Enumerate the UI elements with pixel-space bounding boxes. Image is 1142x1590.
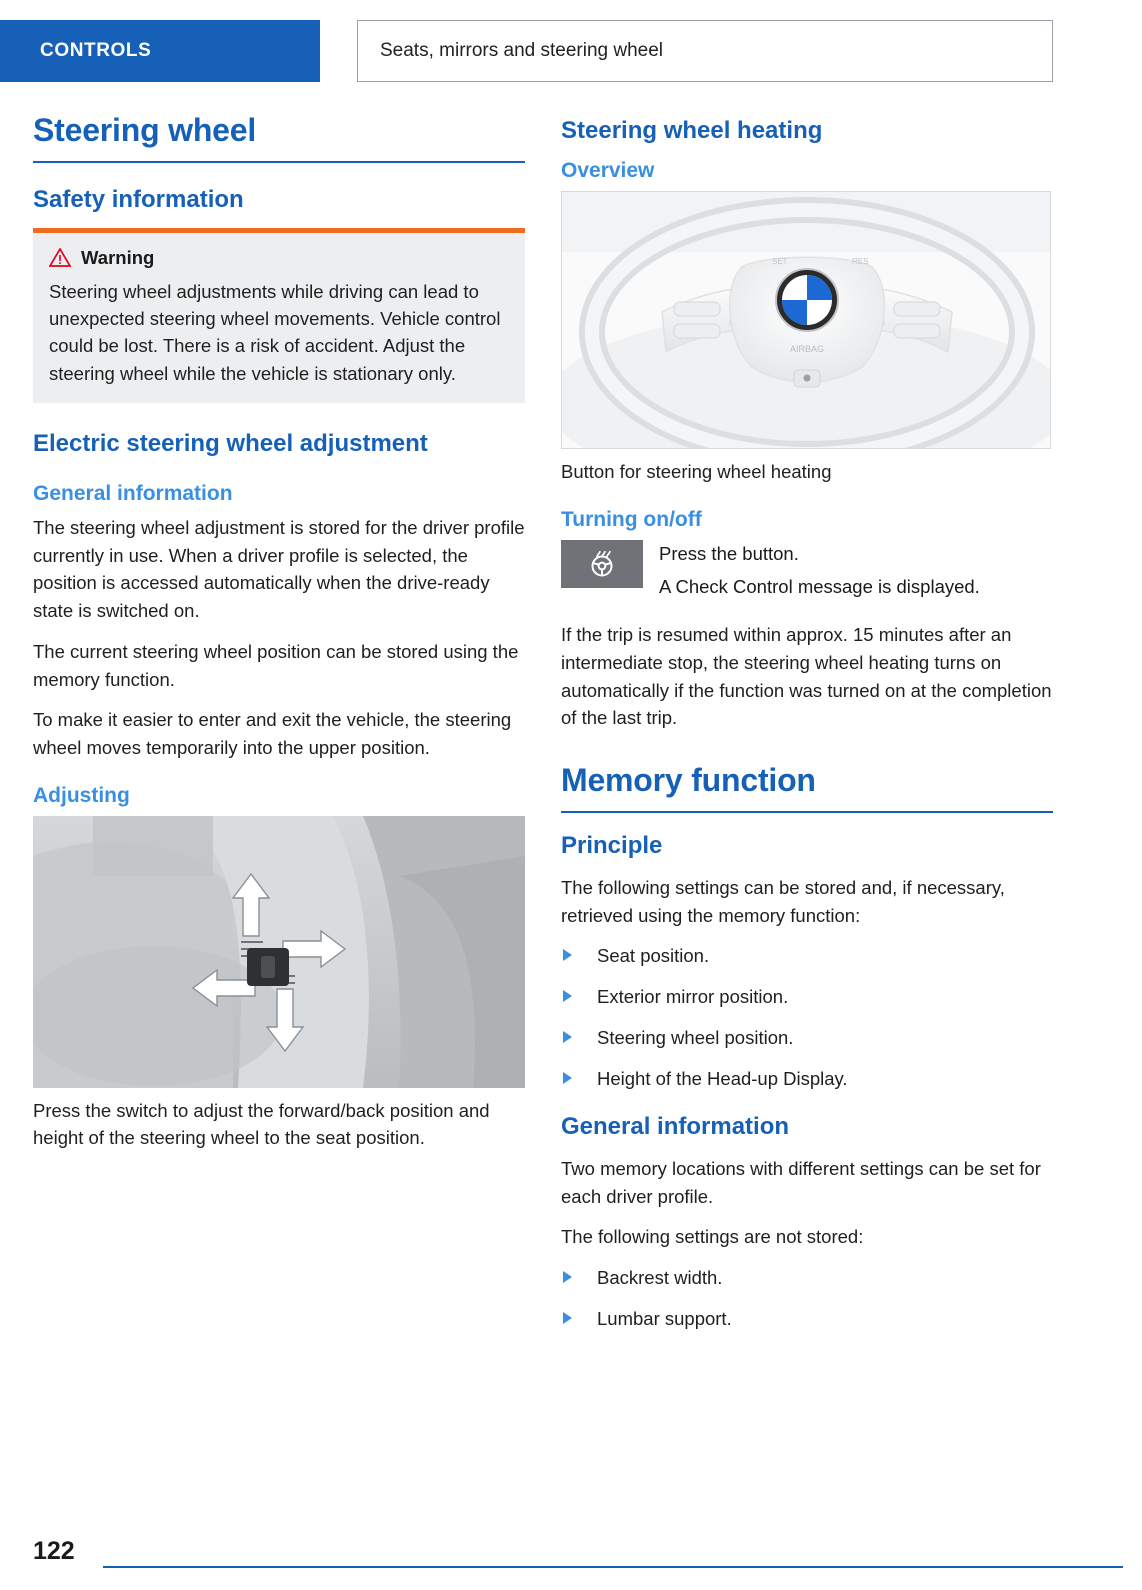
heading-electric-steering-wheel-adjustment: Electric steering wheel adjustment xyxy=(33,430,428,458)
list-item-label: Height of the Head-up Display. xyxy=(597,1067,848,1089)
list-item-label: Backrest width. xyxy=(597,1267,723,1289)
figure-caption-adjusting: Press the switch to adjust the forward/back position and height of the steering wheel to the seat position. xyxy=(33,1099,490,1148)
paragraph-memory-general-1: Two memory locations with different settings can be set for each driver profile. xyxy=(561,1157,1041,1207)
svg-text:SET: SET xyxy=(772,256,788,266)
heading-principle: Principle xyxy=(561,832,663,860)
heading-general-information-left: General information xyxy=(33,481,233,505)
paragraph-electric-2: The current steering wheel position can be stored using the memory function. xyxy=(33,640,519,690)
list-item xyxy=(561,1024,1053,1052)
paragraph-electric-1: The steering wheel adjustment is stored for the driver profile currently in use. When a driver profile is selected, the position is accessed automatically when the drive-ready state is switched on. xyxy=(33,516,525,622)
right-column xyxy=(561,112,1053,1346)
page-number: 122 xyxy=(33,1537,75,1565)
heading-overview: Overview xyxy=(561,158,655,182)
heading-safety-information: Safety information xyxy=(33,186,244,213)
paragraph-heating-resume: If the trip is resumed within approx. 15 minutes after an intermediate stop, the steering wheel heating turns on automatically if the function was turned on at the completion of the last trip. xyxy=(561,624,1052,729)
footer-divider xyxy=(103,1566,1123,1568)
stored-settings-list xyxy=(561,942,1053,1092)
warning-text: Steering wheel adjustments while driving can lead to unexpected steering wheel movements. Vehicle control could be lost. There is a risk of accident. Adjust the steering wheel while the vehicle is stationary only. xyxy=(49,280,501,384)
bullet-triangle-icon xyxy=(563,1271,572,1283)
bullet-triangle-icon xyxy=(563,990,572,1002)
bullet-triangle-icon xyxy=(563,1072,572,1084)
list-item xyxy=(561,942,1053,970)
steering-wheel-heating-icon xyxy=(561,540,643,588)
list-item xyxy=(561,1264,1053,1292)
steering-column-switch-photo xyxy=(33,816,525,1088)
list-item-label: Seat position. xyxy=(597,945,710,967)
heating-button-text xyxy=(659,540,980,608)
warning-title-row xyxy=(49,247,509,269)
list-item-label: Exterior mirror position. xyxy=(597,986,789,1007)
svg-text:AIRBAG: AIRBAG xyxy=(789,343,825,354)
warning-box xyxy=(33,228,525,404)
heating-button-instruction xyxy=(561,540,1053,608)
heading-general-information-right: General information xyxy=(561,1113,790,1141)
left-column xyxy=(33,112,525,1162)
page-footer xyxy=(33,1537,1113,1574)
section-tab-label: CONTROLS xyxy=(40,40,152,61)
not-stored-settings-list xyxy=(561,1264,1053,1333)
warning-label: Warning xyxy=(81,246,155,268)
paragraph-electric-3: To make it easier to enter and exit the vehicle, the steering wheel moves temporarily into the upper position. xyxy=(33,709,512,759)
chapter-title-memory-function: Memory function xyxy=(561,762,1053,813)
figure-adjusting xyxy=(33,816,525,1152)
list-item xyxy=(561,983,1053,1011)
heading-adjusting: Adjusting xyxy=(33,783,130,807)
figure-overview xyxy=(561,191,1053,486)
paragraph-principle: The following settings can be stored and, if necessary, retrieved using the memory function: xyxy=(561,876,1005,926)
bullet-triangle-icon xyxy=(563,949,572,961)
heading-turning-on-off: Turning on/off xyxy=(561,507,702,531)
list-item xyxy=(561,1305,1053,1333)
paragraph-memory-general-2: The following settings are not stored: xyxy=(561,1226,864,1248)
heading-steering-wheel-heating: Steering wheel heating xyxy=(561,117,823,144)
list-item-label: Lumbar support. xyxy=(597,1307,732,1329)
steering-wheel-photo xyxy=(561,191,1051,449)
section-tab-controls xyxy=(0,20,320,82)
list-item-label: Steering wheel position. xyxy=(597,1026,794,1048)
svg-text:RES: RES xyxy=(852,256,869,266)
warning-triangle-icon xyxy=(49,248,71,267)
bullet-triangle-icon xyxy=(563,1312,572,1324)
page-header xyxy=(0,10,1142,82)
press-button-line: Press the button. xyxy=(659,542,799,564)
bullet-triangle-icon xyxy=(563,1031,572,1043)
list-item xyxy=(561,1065,1053,1093)
breadcrumb xyxy=(357,20,1053,82)
page-title: Steering wheel xyxy=(33,112,525,163)
figure-caption-overview: Button for steering wheel heating xyxy=(561,460,832,482)
breadcrumb-label: Seats, mirrors and steering wheel xyxy=(380,40,664,61)
check-control-line: A Check Control message is displayed. xyxy=(659,576,980,598)
